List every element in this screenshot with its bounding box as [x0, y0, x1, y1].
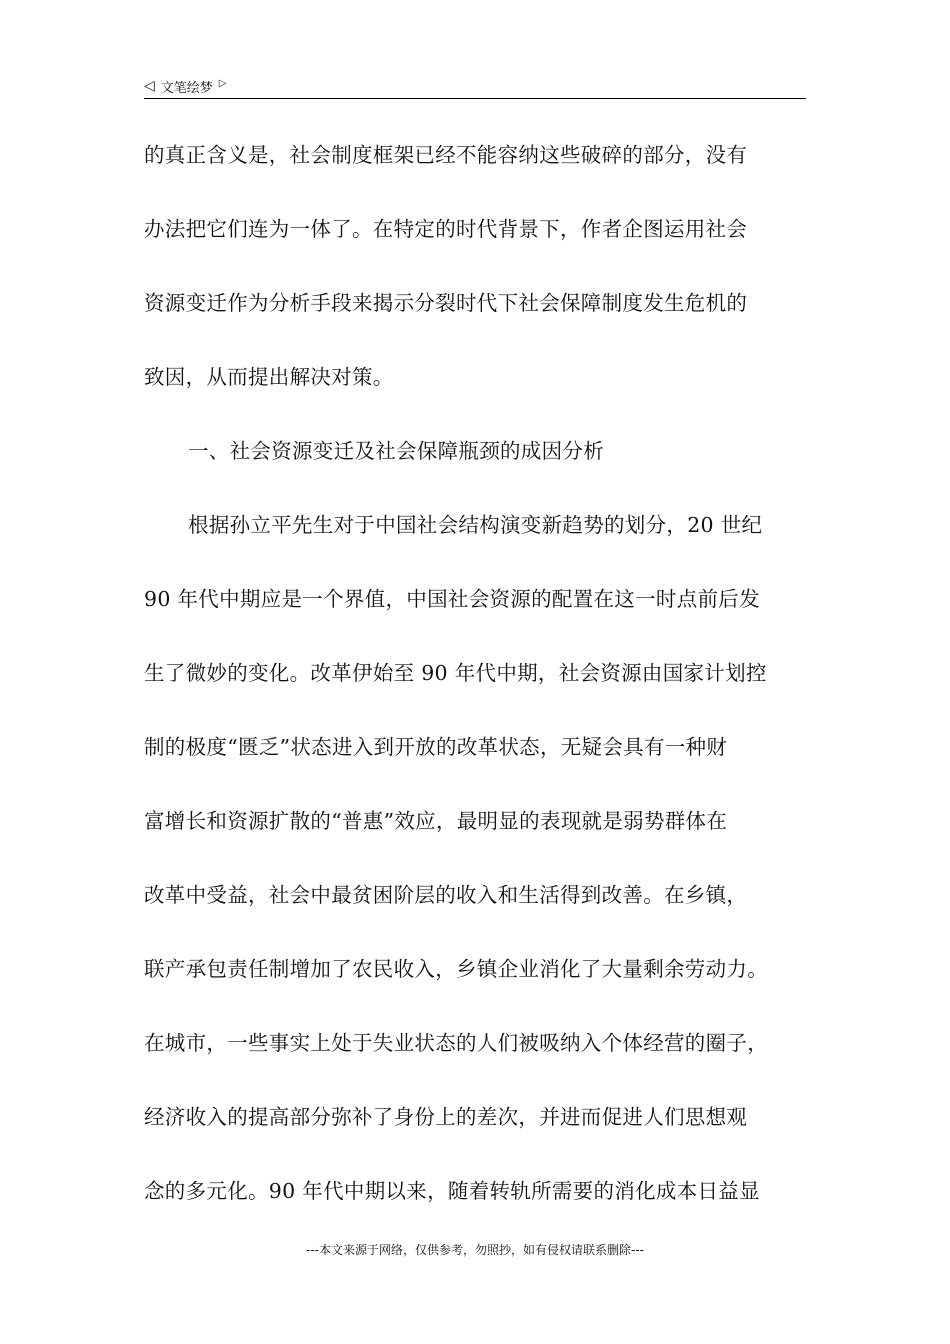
- text-line: 致因，从而提出解决对策。: [144, 365, 394, 389]
- document-body: [144, 118, 808, 1228]
- section-heading: 一、社会资源变迁及社会保障瓶颈的成因分析: [188, 439, 604, 463]
- text-line: 制的极度“匮乏”状态进入到开放的改革状态，无疑会具有一种财: [144, 735, 728, 759]
- footer-disclaimer: ---本文来源于网络，仅供参考，勿照抄，如有侵权请联系删除---: [306, 1243, 644, 1257]
- text-line: 富增长和资源扩散的“普惠”效应，最明显的表现就是弱势群体在: [144, 809, 728, 833]
- text-line: 的真正含义是，社会制度框架已经不能容纳这些破碎的部分，没有: [144, 143, 748, 167]
- header-divider: [144, 98, 806, 99]
- text-line: 资源变迁作为分析手段来揭示分裂时代下社会保障制度发生危机的: [144, 291, 748, 315]
- text-line: 念的多元化。90 年代中期以来，随着转轨所需要的消化成本日益显: [144, 1179, 760, 1203]
- text-line: 90 年代中期应是一个界值，中国社会资源的配置在这一时点前后发: [144, 587, 760, 611]
- left-triangle-icon: ◁: [144, 78, 155, 94]
- text-line: 联产承包责任制增加了农民收入，乡镇企业消化了大量剩余劳动力。: [144, 957, 768, 981]
- text-line: 生了微妙的变化。改革伊始至 90 年代中期，社会资源由国家计划控: [144, 661, 767, 685]
- text-line: 经济收入的提高部分弥补了身份上的差次，并进而促进人们思想观: [144, 1105, 748, 1129]
- text-line: 在城市，一些事实上处于失业状态的人们被吸纳入个体经营的圈子，: [144, 1031, 768, 1055]
- header-title: 文笔绘梦: [160, 80, 213, 96]
- text-line: 根据孙立平先生对于中国社会结构演变新趋势的划分，20 世纪: [188, 513, 763, 537]
- text-line: 办法把它们连为一体了。在特定的时代背景下，作者企图运用社会: [144, 217, 748, 241]
- page-header: [144, 74, 806, 98]
- right-triangle-icon: ▷: [218, 77, 227, 89]
- text-line: 改革中受益，社会中最贫困阶层的收入和生活得到改善。在乡镇，: [144, 883, 748, 907]
